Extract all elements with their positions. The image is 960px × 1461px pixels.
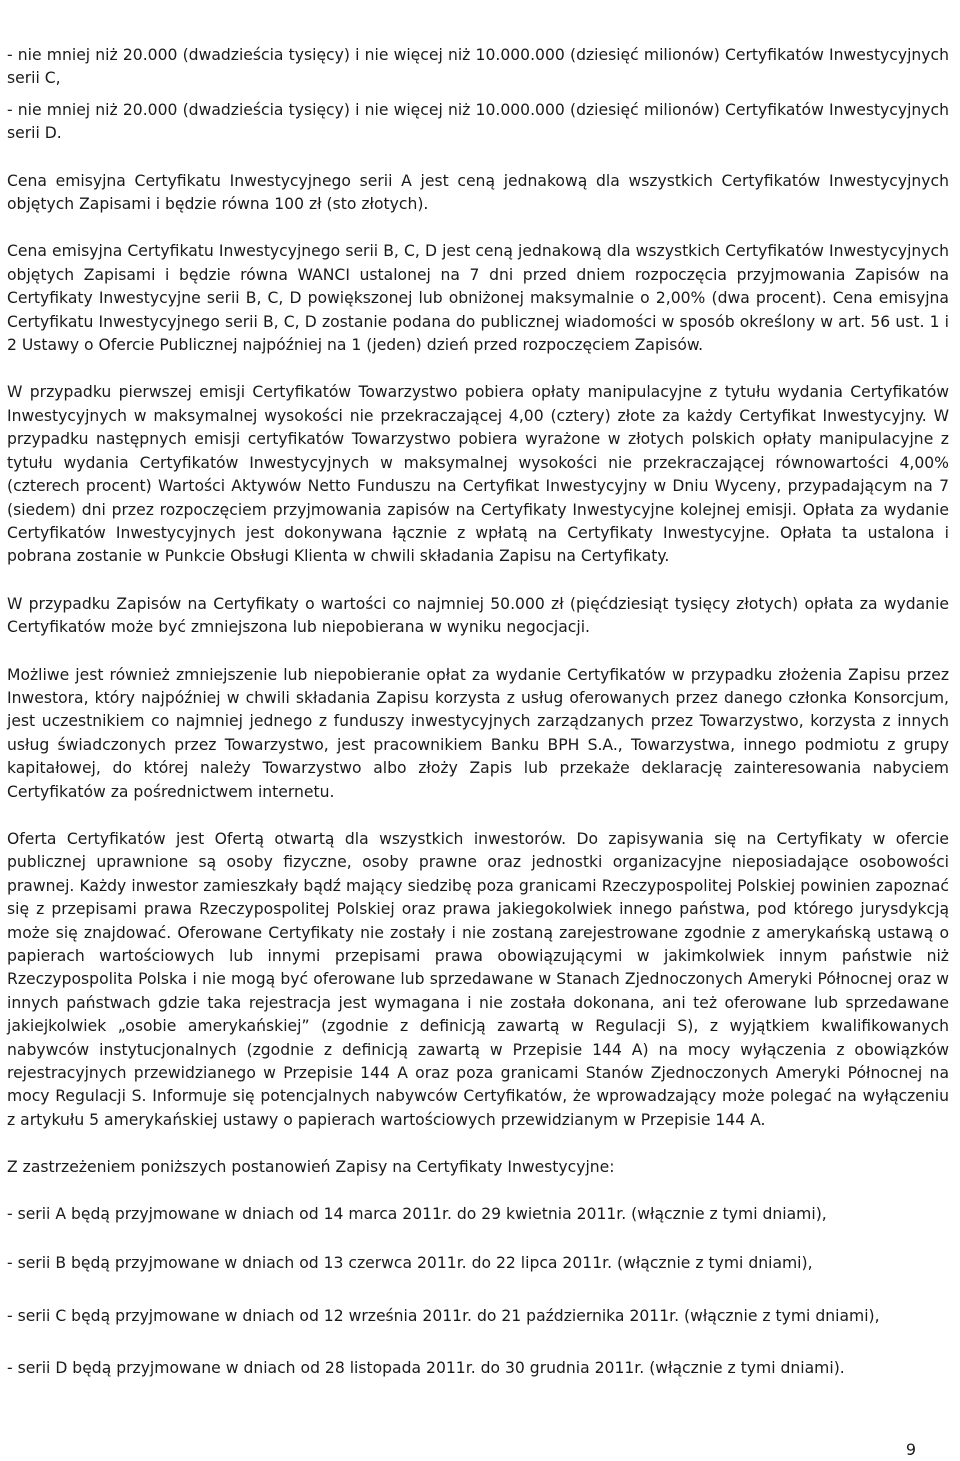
paragraph-fee-reduction: Możliwe jest również zmniejszenie lub niepobieranie opłat za wydanie Certyfikatów w przypadku złożenia Zapisu przez Inwestora, który najpóźniej w chwili składania Zapisu korzysta z usług oferowanych przez danego członka Konsorcjum, jest uczestnikiem co najmniej jednego z funduszy inwestycyjnych zarządzanych przez Towarzystwo, korzysta z innych usług świadczonych przez Towarzystwo, jest pracownikiem Banku BPH S.A., Towarzystwa, innego podmiotu z grupy kapitałowej, do której należy Towarzystwo albo złoży Zapis lub przekaże deklarację zainteresowania nabyciem Certyfikatów za pośrednictwem internetu. bbox=[7, 665, 949, 801]
paragraph-open-offer: Oferta Certyfikatów jest Ofertą otwartą dla wszystkich inwestorów. Do zapisywania się na Certyfikaty w ofercie publicznej uprawnione są osoby fizyczne, osoby prawne oraz jednostki organizacyjne nieposiadające osobowości prawnej. Każdy inwestor zamieszkały bądź mający siedzibę poza granicami Rzeczypospolitej Polskiej powinien zapoznać się z przepisami prawa Rzeczypospolitej Polskiej oraz prawa jakiegokolwiek innego państwa, pod którego jurysdykcją może się znajdować. Oferowane Certyfikaty nie zostały i nie zostaną zarejestrowane zgodnie z amerykańską ustawą o papierach wartościowych lub innymi przepisami prawa obowiązującymi w jakimkolwiek innym państwie niż Rzeczypospolita Polska i nie mogą być oferowane lub sprzedawane w Stanach Zjednoczonych Ameryki Północnej oraz w innych państwach gdzie taka rejestracja jest wymagana i nie została dokonana, ani też oferowane lub sprzedawane jakiejkolwiek „osobie amerykańskiej” (zgodnie z definicją zawartą w Regulacji S), z wyjątkiem kwalifikowanych nabywców instytucjonalnych (zgodnie z definicją zawartą w Przepisie 144 A) na mocy wyłączenia z obowiązków rejestracyjnych przewidzianego w Przepisie 144 A oraz poza granicami Stanów Zjednoczonych Ameryki Północnej na mocy Regulacji S. Informuje się potencjalnych nabywców Certyfikatów, że wprowadzający może polegać na wyłączeniu z artykułu 5 amerykańskiej ustawy o papierach wartościowych przewidzianym w Przepisie 144 A. bbox=[7, 829, 949, 1129]
paragraph-price-series-a: Cena emisyjna Certyfikatu Inwestycyjnego serii A jest ceną jednakową dla wszystkich Certyfikatów Inwestycyjnych objętych Zapisami i będzie równa 100 zł (sto złotych). bbox=[7, 171, 949, 214]
document-page bbox=[7, 44, 949, 1380]
paragraph-handling-fees: W przypadku pierwszej emisji Certyfikatów Towarzystwo pobiera opłaty manipulacyjne z tytułu wydania Certyfikatów Inwestycyjnych w maksymalnej wysokości nie przekraczającej 4,00 (cztery) złote za każdy Certyfikat Inwestycyjny. W przypadku następnych emisji certyfikatów Towarzystwo pobiera wyrażone w złotych polskich opłaty manipulacyjne z tytułu wydania Certyfikatów Inwestycyjnych w maksymalnej wysokości nie przekraczającej równowartości 4,00% (czterech procent) Wartości Aktywów Netto Funduszu na Certyfikat Inwestycyjny w Dniu Wyceny, przypadającym na 7 (siedem) dni przez rozpoczęciem przyjmowania zapisów na Certyfikaty Inwestycyjne kolejnej emisji. Opłata za wydanie Certyfikatów Inwestycyjnych jest dokonywana łącznie z wpłatą na Certyfikaty Inwestycyjne. Opłata ta ustalona i pobrana zostanie w Punkcie Obsługi Klienta w chwili składania Zapisu na Certyfikaty. bbox=[7, 383, 949, 566]
series-d-line: - nie mniej niż 20.000 (dwadzieścia tysięcy) i nie więcej niż 10.000.000 (dziesięć milionów) Certyfikatów Inwestycyjnych serii D. bbox=[7, 100, 949, 143]
schedule-series-c: - serii C będą przyjmowane w dniach od 12 września 2011r. do 21 października 2011r. (włącznie z tymi dniami), bbox=[7, 1307, 880, 1326]
schedule-series-a: - serii A będą przyjmowane w dniach od 14 marca 2011r. do 29 kwietnia 2011r. (włącznie z tymi dniami), bbox=[7, 1204, 827, 1223]
page-number: 9 bbox=[905, 1440, 916, 1459]
schedule-series-d: - serii D będą przyjmowane w dniach od 28 listopada 2011r. do 30 grudnia 2011r. (włącznie z tymi dniami). bbox=[7, 1358, 845, 1377]
series-c-line: - nie mniej niż 20.000 (dwadzieścia tysięcy) i nie więcej niż 10.000.000 (dziesięć milionów) Certyfikatów Inwestycyjnych serii C, bbox=[7, 46, 949, 88]
schedule-series-b: - serii B będą przyjmowane w dniach od 13 czerwca 2011r. do 22 lipca 2011r. (włącznie z tymi dniami), bbox=[7, 1254, 813, 1273]
paragraph-schedule-intro: Z zastrzeżeniem poniższych postanowień Zapisy na Certyfikaty Inwestycyjne: bbox=[7, 1158, 615, 1177]
paragraph-price-series-bcd: Cena emisyjna Certyfikatu Inwestycyjnego serii B, C, D jest ceną jednakową dla wszystkich Certyfikatów Inwestycyjnych objętych Zapisami i będzie równa WANCI ustalonej na 7 dni przed dniem rozpoczęcia przyjmowania Zapisów na Certyfikaty Inwestycyjne serii B, C, D powiększonej lub obniżonej maksymalnie o 2,00% (dwa procent). Cena emisyjna Certyfikatu Inwestycyjnego serii B, C, D zostanie podana do publicznej wiadomości w sposób określony w art. 56 ust. 1 i 2 Ustawy o Ofercie Publicznej najpóźniej na 1 (jeden) dzień przed rozpoczęciem Zapisów. bbox=[7, 242, 949, 355]
paragraph-fee-negotiation: W przypadku Zapisów na Certyfikaty o wartości co najmniej 50.000 zł (pięćdziesiąt tysięcy złotych) opłata za wydanie Certyfikatów może być zmniejszona lub niepobierana w wyniku negocjacji. bbox=[7, 594, 949, 637]
